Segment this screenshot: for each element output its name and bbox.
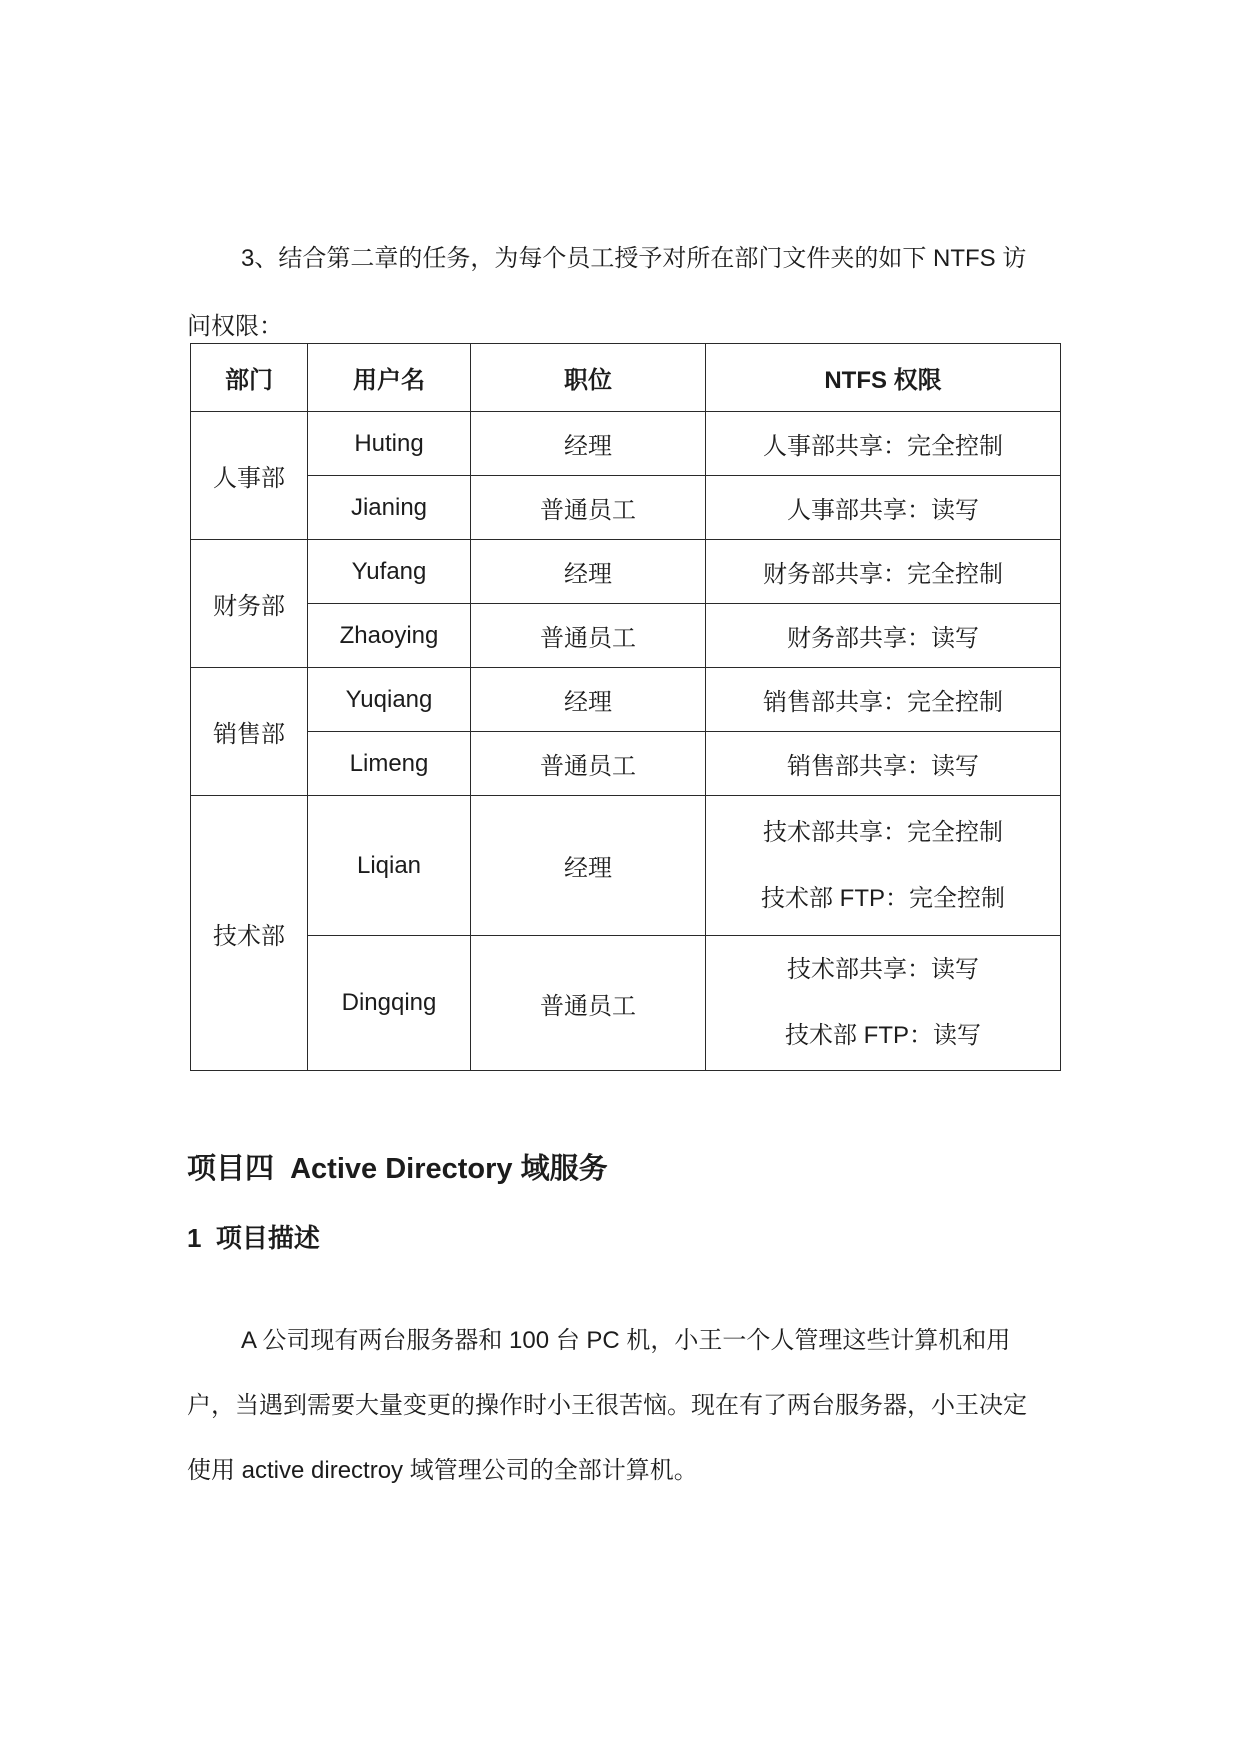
section-heading: 项目四 Active Directory 域服务 <box>187 1153 608 1185</box>
department-cell: 销售部 <box>191 668 308 796</box>
permissions-cell: 财务部共享：完全控制 <box>706 540 1061 604</box>
username-cell: Jianing <box>308 476 471 540</box>
permissions-cell: 人事部共享：读写 <box>706 476 1061 540</box>
header-cell-username: 用户名 <box>308 344 471 412</box>
description-paragraph <box>187 1308 1073 1503</box>
position-cell: 经理 <box>471 412 706 476</box>
username-cell: Limeng <box>308 732 471 796</box>
table-row <box>191 732 1061 796</box>
table-row <box>191 412 1061 476</box>
intro-line-2: 问权限： <box>187 313 283 340</box>
header-cell-ntfs-permission: NTFS 权限 <box>706 344 1061 412</box>
table-row <box>191 540 1061 604</box>
username-cell: Yuqiang <box>308 668 471 732</box>
department-cell: 人事部 <box>191 412 308 540</box>
table-header-row <box>191 344 1061 412</box>
table-row <box>191 604 1061 668</box>
permissions-cell: 销售部共享：读写 <box>706 732 1061 796</box>
permission-line: 技术部共享：完全控制 <box>763 818 1003 846</box>
table-row <box>191 796 1061 936</box>
table-row <box>191 936 1061 1071</box>
permissions-cell <box>706 796 1061 936</box>
permissions-cell: 人事部共享：完全控制 <box>706 412 1061 476</box>
permission-line: 技术部 FTP：完全控制 <box>761 884 1005 912</box>
permissions-cell <box>706 936 1061 1071</box>
department-cell: 财务部 <box>191 540 308 668</box>
username-cell: Zhaoying <box>308 604 471 668</box>
position-cell: 普通员工 <box>471 936 706 1071</box>
position-cell: 经理 <box>471 796 706 936</box>
table-row <box>191 668 1061 732</box>
intro-line-1: 3、结合第二章的任务，为每个员工授予对所在部门文件夹的如下 NTFS 访 <box>241 245 1027 272</box>
ntfs-permissions-table <box>190 343 1061 1071</box>
permission-line: 技术部 FTP：读写 <box>785 1022 981 1049</box>
position-cell: 经理 <box>471 668 706 732</box>
intro-paragraph <box>187 225 1073 361</box>
username-cell: Liqian <box>308 796 471 936</box>
permissions-cell: 销售部共享：完全控制 <box>706 668 1061 732</box>
permissions-cell: 财务部共享：读写 <box>706 604 1061 668</box>
description-line-1: A 公司现有两台服务器和 100 台 PC 机，小王一个人管理这些计算机和用 <box>241 1327 1011 1354</box>
header-cell-position: 职位 <box>471 344 706 412</box>
username-cell: Huting <box>308 412 471 476</box>
username-cell: Dingqing <box>308 936 471 1071</box>
description-line-3: 使用 active directroy 域管理公司的全部计算机。 <box>187 1457 698 1484</box>
section-subheading: 1 项目描述 <box>187 1223 320 1253</box>
department-cell: 技术部 <box>191 796 308 1071</box>
position-cell: 普通员工 <box>471 732 706 796</box>
header-cell-department: 部门 <box>191 344 308 412</box>
username-cell: Yufang <box>308 540 471 604</box>
position-cell: 经理 <box>471 540 706 604</box>
position-cell: 普通员工 <box>471 476 706 540</box>
position-cell: 普通员工 <box>471 604 706 668</box>
permission-line: 技术部共享：读写 <box>787 956 979 983</box>
table-row <box>191 476 1061 540</box>
description-line-2: 户，当遇到需要大量变更的操作时小王很苦恼。现在有了两台服务器，小王决定 <box>187 1392 1027 1419</box>
